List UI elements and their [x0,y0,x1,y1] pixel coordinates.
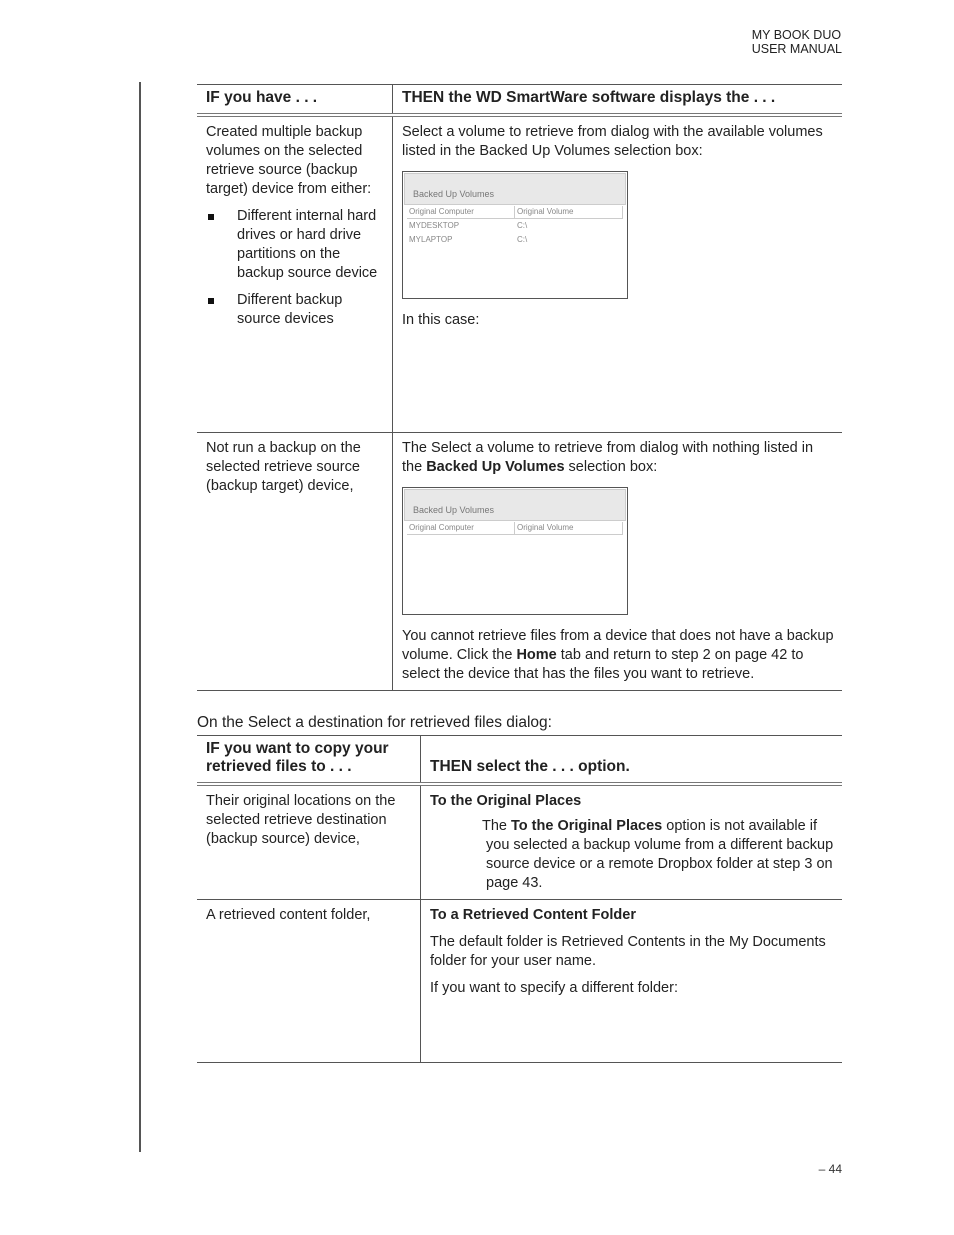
row-condition: Not run a backup on the selected retrieve source (backup target) device, [197,433,393,691]
destination-table [197,735,842,1063]
margin-rule [139,82,141,1152]
row-condition: Their original locations on the selected retrieve destination (backup source) device, [197,784,421,900]
list-item: Different internal hard drives or hard drive partitions on the backup source device [206,207,384,283]
col1-header: IF you want to copy your retrieved files to . . . [197,736,421,785]
section-caption: On the Select a destination for retrieved files dialog: [197,714,552,731]
table-row [197,115,842,433]
page-header [752,28,842,56]
bullet-icon [208,298,214,304]
option-name: To a Retrieved Content Folder [430,907,636,923]
option-name: To the Original Places [430,793,582,809]
table-row [197,433,842,691]
header-subtitle: USER MANUAL [751,42,842,56]
option-note: If you want to specify a different folder: [430,980,678,996]
list-item: Different backup source devices [206,291,384,329]
col1-header: IF you have . . . [197,85,393,116]
header-title: MY BOOK DUO [751,28,842,42]
col2-header: THEN select the . . . option. [421,736,843,785]
dialog-row: MYLAPTOP C:\ [409,235,528,244]
volumes-table [197,84,842,691]
row-result: Select a volume to retrieve from dialog with the available volumes listed in the Backed Up Volumes selection box: [402,124,823,159]
empty-volumes-screenshot [402,487,628,615]
dialog-title: Backed Up Volumes [404,489,626,521]
page-number: – 44 [818,1162,842,1176]
table-row [197,784,842,900]
dialog-row: MYDESKTOP C:\ [409,221,528,230]
dialog-title: Backed Up Volumes [404,173,626,205]
dialog-column-headers: Original Computer Original Volume [407,522,623,535]
bullet-icon [208,214,214,220]
dialog-column-headers: Original Computer Original Volume [407,206,623,219]
option-note: The To the Original Places option is not available if you selected a backup volume from a different backup source device or a remote Dropbox folder at step 3 on page 43. [482,818,834,891]
option-description: The default folder is Retrieved Contents in the My Documents folder for your user name. [430,934,826,969]
condition-list [206,207,384,329]
row-condition: Created multiple backup volumes on the selected retrieve source (backup target) device from either: [206,124,372,197]
row-note: You cannot retrieve files from a device that does not have a backup volume. Click the Home tab and return to step 2 on page 42 to select the device that has the files you want to retrieve. [402,628,834,682]
row-note: In this case: [402,312,480,328]
table-row [197,900,842,1063]
col2-header: THEN the WD SmartWare software displays the . . . [393,85,843,116]
row-result: The Select a volume to retrieve from dialog with nothing listed in the Backed Up Volumes selection box: [402,440,814,475]
row-condition: A retrieved content folder, [197,900,421,1063]
backed-up-volumes-screenshot [402,171,628,299]
